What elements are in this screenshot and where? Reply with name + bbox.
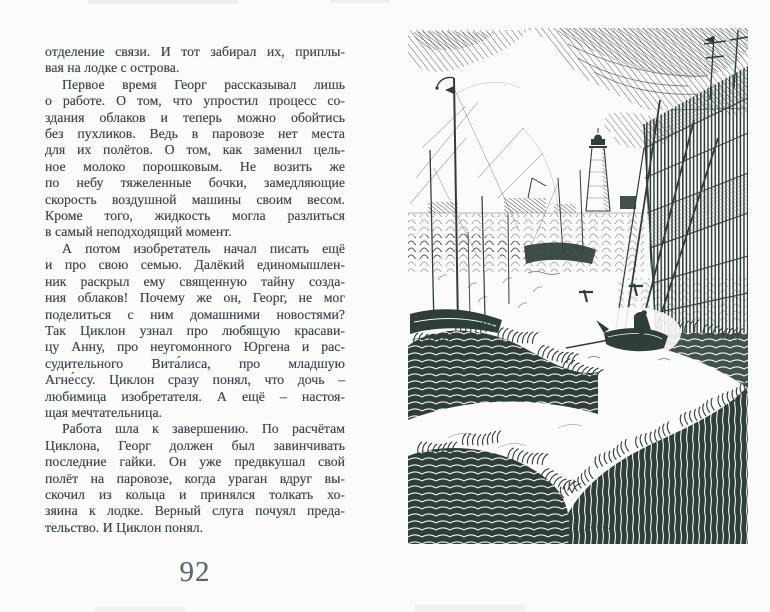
text-line: Работа шла к завершению. По расчётам [62, 421, 345, 437]
text-line: скорость воздушной машины своим весом. [45, 191, 345, 207]
text-line: ния облаков! Почему же он, Георг, не мог [45, 290, 345, 306]
text-line: А потом изобретатель начал писать ещё [62, 240, 345, 256]
text-line: без пухликов. Ведь в паровозе нет места [45, 126, 345, 142]
text-line: цу Анну, про неугомонного Юргена и рас- [45, 339, 345, 355]
text-line: о работе. О том, что упростил процесс со- [45, 93, 345, 109]
scan-artifact [330, 0, 390, 3]
scan-artifact [88, 0, 238, 4]
steam-plume [456, 80, 584, 213]
text-line: щая мечтательница. [45, 404, 163, 420]
scan-artifact [415, 605, 525, 612]
text-line: вая на лодке с острова. [45, 60, 180, 76]
storm-harbor-illustration [408, 28, 748, 554]
text-line: ное молоко порошковым. Не возить же [45, 158, 345, 174]
text-column [45, 44, 345, 536]
text-line: по небу тяжеленные бочки, замедляющие [45, 175, 345, 191]
text-line: Агне́ссу. Циклон сразу понял, что дочь – [45, 372, 345, 388]
text-line: скочил из кольца и принялся толкать хо- [45, 486, 345, 502]
text-line: Так Циклон узнал про любящую красави- [45, 322, 345, 338]
text-line: Первое время Георг рассказывал лишь [62, 76, 345, 92]
pennant-flag [445, 86, 454, 94]
text-line: для их полётов. О том, как заменил цель- [45, 142, 345, 158]
scan-artifact [95, 607, 185, 612]
text-line: здания облаков и теперь можно обойтись [45, 109, 345, 125]
text-line: в самый неподходящий момент. [45, 224, 232, 240]
text-line: поделиться с ним домашними новостями? [45, 306, 345, 322]
text-line: Циклона, Георг должен был завинчивать [45, 437, 345, 453]
rowboat-with-figure [566, 307, 681, 360]
text-line: последние гайки. Он уже предвкушал свой [45, 454, 345, 470]
text-line: Кроме того, жидкость могла разлиться [45, 208, 345, 224]
text-line: любимица изобретателя. А ещё – настоя- [45, 388, 345, 404]
text-line: ник раскрыл ему священную тайну созда- [45, 273, 345, 289]
text-line: судительного Вита́лиса, про младшую [45, 355, 345, 371]
text-line: и про свою семью. Далёкий единомышлен- [45, 257, 345, 273]
text-line: тельство. И Циклон понял. [45, 519, 204, 535]
text-line: отделение связи. И тот забирал их, приплы- [45, 44, 345, 59]
text-line: полёт на паровозе, когда ураган вдруг вы- [45, 470, 345, 486]
text-line: зяина к лодке. Верный слуга почуял преда- [45, 503, 345, 519]
storm-waves [408, 320, 748, 544]
page-number: 92 [179, 556, 211, 588]
